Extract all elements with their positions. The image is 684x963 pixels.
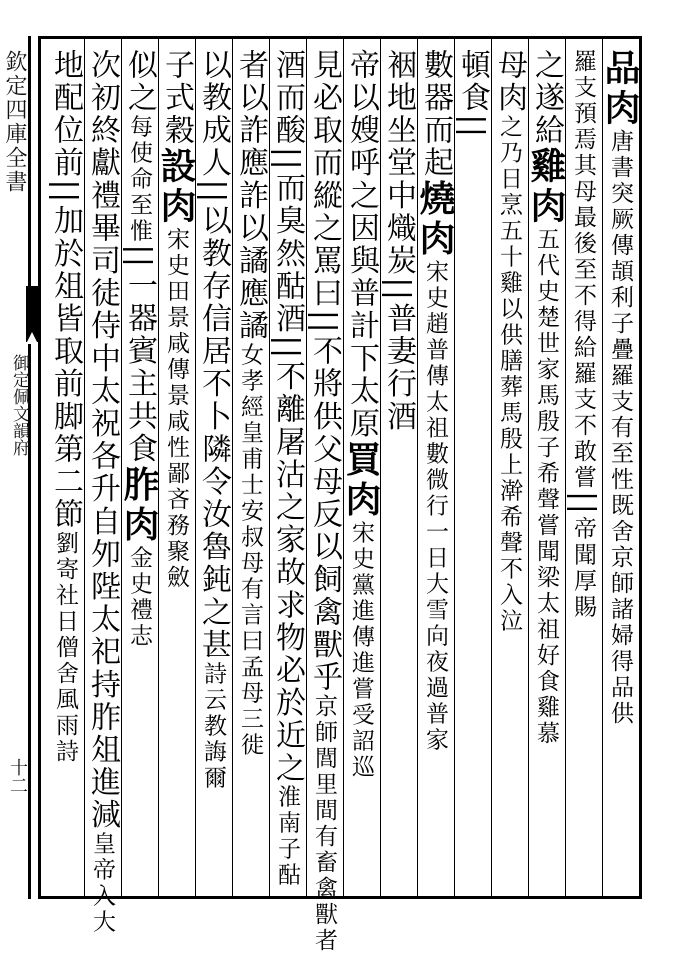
entry-heading: 買肉 <box>340 440 382 521</box>
body-text: 加於俎皆取前脚第二節 <box>48 204 83 531</box>
text-column <box>118 39 160 896</box>
citation-text: 劉寄社日僧舍風雨詩 <box>52 530 78 765</box>
text-column <box>491 39 528 896</box>
text-column <box>269 39 306 896</box>
text-column <box>525 39 567 896</box>
page-margin <box>0 36 38 899</box>
entry-heading: 雞肉 <box>525 146 567 227</box>
body-text: 一器賓主共食 <box>122 269 157 466</box>
body-text: 母肉 <box>492 49 527 115</box>
citation-text: 京師閭里間有畜禽獸者 <box>311 693 337 954</box>
text-column <box>47 39 84 896</box>
body-text: || <box>307 309 342 336</box>
body-text: || <box>48 179 83 205</box>
citation-text: 宋史黨進傳進嘗受詔巡 <box>348 520 374 781</box>
citation-text: 帝聞厚賜 <box>570 516 596 621</box>
text-column <box>195 39 232 896</box>
body-text: 地配位前 <box>48 49 83 180</box>
citation-text: 唐書突厥傳頡利子疊羅支有至性既舍京師諸婦得品供 <box>607 129 633 727</box>
text-frame <box>38 36 642 954</box>
body-text: 次初終獻禮畢司徒侍中太祝各升自夘陛太祀持胙俎進減 <box>85 49 120 832</box>
text-column <box>306 39 343 954</box>
fishtail-notch <box>26 332 38 344</box>
body-text: || <box>270 146 305 173</box>
body-text: 不離屠沽之家故求物必於近之 <box>270 360 305 785</box>
text-column <box>414 39 456 896</box>
body-text: || <box>122 244 157 270</box>
citation-text: 每使命至惟 <box>126 114 152 245</box>
body-text: 數器而起 <box>418 49 453 180</box>
body-text: 者以詐應詐以譎應譎 <box>233 49 268 343</box>
body-text: || <box>270 335 305 361</box>
page-number: 十二 <box>7 758 28 794</box>
text-column <box>155 39 197 896</box>
body-text: 見必取而縱之罵曰 <box>307 49 342 310</box>
citation-text: 女孝經皇甫士安叔母有言曰孟母三徙 <box>237 342 263 759</box>
body-text: 普妻行酒 <box>381 302 416 434</box>
body-text: || <box>566 491 601 517</box>
body-text: 子式穀 <box>159 49 194 147</box>
entry-heading: 品肉 <box>599 49 641 129</box>
entry-heading: 設肉 <box>155 146 197 227</box>
text-column <box>84 39 121 936</box>
text-columns <box>41 39 641 954</box>
body-text: 裀地坐堂中熾炭 <box>381 49 416 278</box>
text-column <box>599 39 641 896</box>
text-column <box>340 39 382 896</box>
citation-text: 五代史楚世家馬殷子希聲嘗聞梁太祖好食雞慕 <box>533 226 559 747</box>
entry-heading: 燒肉 <box>414 179 456 260</box>
citation-text: 之乃日烹五十雞以供膳葬馬殷上澣希聲不入泣 <box>496 114 522 635</box>
body-text: 頓食 <box>455 49 490 115</box>
citation-text: 宋史田景咸傳景咸性鄙吝務聚斂 <box>163 226 189 591</box>
citation-text: 詩云教誨爾 <box>200 661 226 792</box>
citation-text: 羅支預焉其母最後至不得給羅支不敢嘗 <box>570 49 596 491</box>
text-column <box>380 39 417 896</box>
body-text: || <box>455 114 490 140</box>
citation-text: 淮南子酤 <box>274 784 300 889</box>
body-text: || <box>196 179 231 205</box>
text-column <box>454 39 491 896</box>
text-column <box>232 39 269 896</box>
body-text: 之遂給 <box>529 49 564 147</box>
body-text: || <box>381 277 416 303</box>
body-text: 不將供父母反以飼禽獸乎 <box>307 335 342 694</box>
body-text: 酒而酸 <box>270 49 305 147</box>
body-text: 似之 <box>122 49 157 115</box>
citation-text: 金史禮志 <box>126 545 152 650</box>
body-text: 帝以嫂呼之因與普計下太原 <box>344 49 379 441</box>
text-column <box>565 39 602 896</box>
body-text: 以教存信居不卜隣令汝魯鈍之甚 <box>196 204 231 662</box>
margin-book-title: 御定佩文韻府 <box>9 354 29 456</box>
citation-text: 宋史趙普傳太祖數微行一日大雪向夜過普家 <box>422 259 448 754</box>
margin-book-series-title: 欽定四庫全書 <box>2 50 27 194</box>
body-text: 以教成人 <box>196 49 231 180</box>
citation-text: 皇帝入大 <box>89 831 115 936</box>
entry-heading: 胙肉 <box>118 465 160 546</box>
body-text: 而臭然酤酒 <box>270 172 305 336</box>
